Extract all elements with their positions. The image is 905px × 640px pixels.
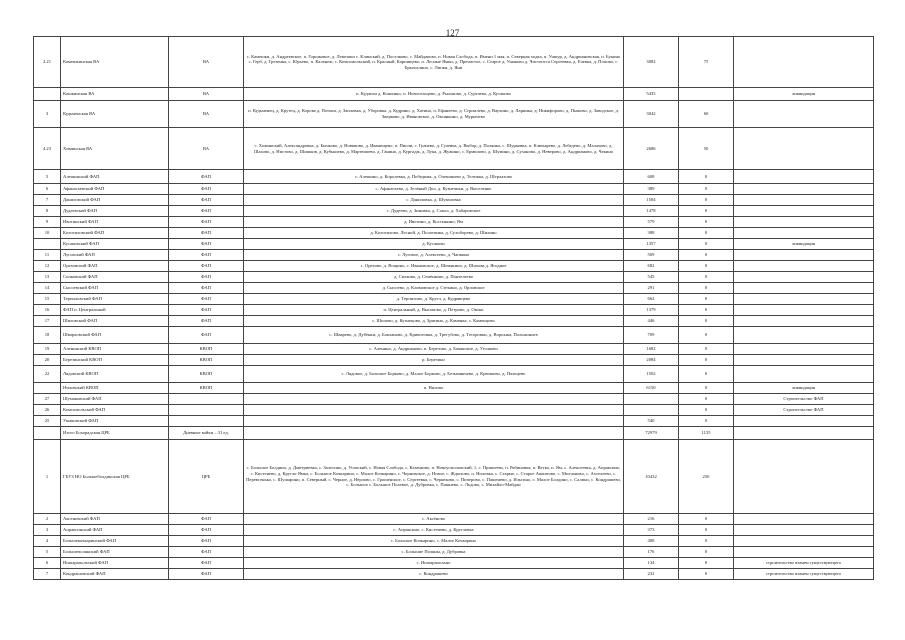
- settlements-cell: п. Кудлиха д. Кошкино, п. Новосельцево, д. Рыльково, д. Суртаево, д. Кусаково: [244, 88, 624, 101]
- capacity-cell: 0: [679, 184, 734, 195]
- row-number-cell: 20: [34, 355, 61, 366]
- facility-type-cell: ФАП: [169, 217, 244, 228]
- note-cell: [734, 128, 874, 170]
- note-cell: [734, 525, 874, 536]
- note-cell: Строительство ФАП: [734, 394, 874, 405]
- population-cell: 388: [624, 228, 679, 239]
- capacity-cell: 0: [679, 294, 734, 305]
- settlements-cell: с. Дудеево, д. Зиновка, д. Сокол, д. Хабаровское: [244, 206, 624, 217]
- capacity-cell: 0: [679, 514, 734, 525]
- facility-type-cell: КВОП: [169, 355, 244, 366]
- capacity-cell: 0: [679, 536, 734, 547]
- capacity-cell: 0: [679, 272, 734, 283]
- facility-type-cell: ФАП: [169, 536, 244, 547]
- capacity-cell: 0: [679, 405, 734, 416]
- row-number-cell: 18: [34, 327, 61, 344]
- settlements-cell: с. Луговое, д. Алексеево, д. Чапкино: [244, 250, 624, 261]
- row-number-cell: 16: [34, 305, 61, 316]
- settlements-cell: с. Камешки, д. Андреевское, п. Горшковое, д. Лемешки с. Клинский, д. Поселково, с. Майдаково, п. Новая Слобода, п. Имени 1 мая, п. Северная ходка, п. Ушкур, д. Андриановская, п. Букино с. Герб, д. Грезенка, с. Юрьево, п. Каленеж, с. Комсомольский, п. Красный, Карпищево, п. Лесные Ямки, д. Пречистое, с. Старое д. Ушаково д. Чистоисса Сергеевка, д. Ечевка, д. Попово, с. Брызгалино, с. Липки, д. Яни: [244, 37, 624, 88]
- facility-name-cell: Итого Бохорадская ЦРБ: [61, 427, 169, 440]
- page-number: 127: [445, 28, 460, 38]
- facility-name-cell: Даниловский ФАП: [61, 195, 169, 206]
- facility-name-cell: Большекочкаринский ФАП: [61, 536, 169, 547]
- row-number-cell: 17: [34, 316, 61, 327]
- settlements-cell: [244, 394, 624, 405]
- table-row: [34, 261, 874, 272]
- table-row: [34, 440, 874, 514]
- settlements-cell: д. Сысоево, д. Климовское д. Стекино, д. Орловское: [244, 283, 624, 294]
- note-cell: строительство взамен существующего: [734, 558, 874, 569]
- capacity-cell: 0: [679, 383, 734, 394]
- note-cell: [734, 427, 874, 440]
- facility-name-cell: Дудеевский ФАП: [61, 206, 169, 217]
- settlements-cell: [244, 416, 624, 427]
- table-row: [34, 272, 874, 283]
- note-cell: [734, 305, 874, 316]
- note-cell: [734, 316, 874, 327]
- note-cell: [734, 261, 874, 272]
- settlements-cell: с. Шварево, д. Дубёнки, д. Бакланово, д. Кривотовка, д. Трегубово, д. Теторовки, д. Ворокша, Польжоньев: [244, 327, 624, 344]
- settlements-cell: п. Кудьменец, д. Крутец, д. Корова д. Потоки, д. Заиловка, д. Уборовка, д. Кудрино, д. Хатино, п. Ефанеево, д. Стромлево, д. Ваулино, д. Ларинка, д. Никифорово, д. Пыжово, д. Заводское, д. Зверково, д. Ивановское, д. Овсянкино, д. Мурычево: [244, 101, 624, 128]
- note-cell: [734, 327, 874, 344]
- row-number-cell: 7: [34, 195, 61, 206]
- facility-name-cell: Кондрашовский ФАП: [61, 569, 169, 580]
- note-cell: [734, 366, 874, 383]
- table-row: [34, 416, 874, 427]
- note-cell: [734, 344, 874, 355]
- capacity-cell: 50: [679, 128, 734, 170]
- note-cell: строительство взамен существующего: [734, 569, 874, 580]
- table-row: [34, 525, 874, 536]
- facility-type-cell: ФАП: [169, 547, 244, 558]
- facility-name-cell: Терпиловский ФАП: [61, 294, 169, 305]
- table-row: [34, 558, 874, 569]
- settlements-cell: д. Силково, д. Семёнково, д. Пантелеево: [244, 272, 624, 283]
- table-row: [34, 88, 874, 101]
- population-cell: 545: [624, 272, 679, 283]
- row-number-cell: [34, 239, 61, 250]
- population-cell: 1682: [624, 344, 679, 355]
- facility-name-cell: Кусаковский ФАП: [61, 239, 169, 250]
- settlements-cell: п. Нилово: [244, 383, 624, 394]
- row-number-cell: 26: [34, 405, 61, 416]
- facility-type-cell: ФАП: [169, 272, 244, 283]
- facility-name-cell: Колотиловский ФАП: [61, 228, 169, 239]
- row-number-cell: 7: [34, 569, 61, 580]
- table-row: [34, 394, 874, 405]
- row-number-cell: 4: [34, 536, 61, 547]
- row-number-cell: 27: [34, 394, 61, 405]
- capacity-cell: 0: [679, 569, 734, 580]
- table-row: [34, 239, 874, 250]
- facility-name-cell: Березинский КВОП: [61, 355, 169, 366]
- facility-type-cell: [169, 394, 244, 405]
- facility-type-cell: Дневные койки – 31 ед.: [169, 427, 244, 440]
- facility-name-cell: Сысоевский ФАП: [61, 283, 169, 294]
- settlements-cell: р. Березино: [244, 355, 624, 366]
- settlements-cell: с. Афанасьево, д. Зелёный Дол, д. Кузнечики, д. Выселенко: [244, 184, 624, 195]
- row-number-cell: 1: [34, 440, 61, 514]
- capacity-cell: 0: [679, 366, 734, 383]
- population-cell: 1504: [624, 195, 679, 206]
- facility-name-cell: Шумаковский ФАП: [61, 394, 169, 405]
- table-row: [34, 355, 874, 366]
- table-row: [34, 184, 874, 195]
- settlements-cell: с. Большое Болдино, д. Дмитриевка, с. Залесино, д. Усовский, с. Новая Слобода, с. Казачково, п. Новоусмоловский, 1, с. Пришеево, п. Рябиновка, п. Ветка, п. Ям, с. Алексеевка, д. Апраксино, с. Кистенево, д. Кругло-Ямка, с. Большое Кочкарино, с. Малое Кочкарино, с. Черновское, д. Новое, с. Ждыхово, п. Ниловка, с. Старые, с. Старое Ашкатово, с. Молчаново, с. Ахтелеево, с. Перевсенько, с. Шушарино, п. Северный, с. Черное, д. Нерлово, с. Грошенское, с. Сергеевка, с. Чернеково, с. Пичерово, с. Пашенево, д. Ильгино, с. Малое Болдино, с. Салино, с. Кондрашево, с. Большое с. Большое Полевое, д. Дубровка, с. Пашнево, с. Льдово, с. Михайло-Майдан: [244, 440, 624, 514]
- population-cell: 291: [624, 283, 679, 294]
- population-cell: 579: [624, 217, 679, 228]
- settlements-cell: с. Аленино, д. Андрьяново, п. Березово, д. Бачанское, д. Уголково: [244, 344, 624, 355]
- facility-name-cell: Аленинский КВОП: [61, 344, 169, 355]
- population-cell: 709: [624, 327, 679, 344]
- facility-type-cell: ФАП: [169, 283, 244, 294]
- row-number-cell: 2.21: [34, 37, 61, 88]
- capacity-cell: 0: [679, 558, 734, 569]
- table-row: [34, 366, 874, 383]
- facility-name-cell: Луговский ФАП: [61, 250, 169, 261]
- facility-name-cell: Апраксинский ФАП: [61, 525, 169, 536]
- capacity-cell: 0: [679, 195, 734, 206]
- facility-type-cell: ВА: [169, 88, 244, 101]
- facility-type-cell: КВОП: [169, 366, 244, 383]
- capacity-cell: 0: [679, 170, 734, 184]
- facility-name-cell: Ниловский КВОП: [61, 383, 169, 394]
- row-number-cell: 19: [34, 344, 61, 355]
- table-row: [34, 327, 874, 344]
- capacity-cell: 0: [679, 261, 734, 272]
- note-cell: [734, 294, 874, 305]
- facility-type-cell: ФАП: [169, 294, 244, 305]
- population-cell: 134: [624, 558, 679, 569]
- row-number-cell: [34, 427, 61, 440]
- facility-type-cell: ФАП: [169, 525, 244, 536]
- capacity-cell: 0: [679, 250, 734, 261]
- settlements-cell: д. Ивотино, д. Костынино, Ям: [244, 217, 624, 228]
- note-cell: [734, 272, 874, 283]
- table-row: [34, 101, 874, 128]
- row-number-cell: [34, 88, 61, 101]
- population-cell: 446: [624, 316, 679, 327]
- table-row: [34, 195, 874, 206]
- capacity-cell: 0: [679, 283, 734, 294]
- population-cell: 1502: [624, 366, 679, 383]
- table-row: [34, 250, 874, 261]
- capacity-cell: 0: [679, 228, 734, 239]
- facility-name-cell: Лядовский КВОП: [61, 366, 169, 383]
- population-cell: 176: [624, 547, 679, 558]
- facility-type-cell: ВА: [169, 101, 244, 128]
- note-cell: [734, 536, 874, 547]
- settlements-cell: с. Аксёново: [244, 514, 624, 525]
- facility-type-cell: ФАП: [169, 261, 244, 272]
- row-number-cell: 22: [34, 366, 61, 383]
- facility-name-cell: Афанасьевский ФАП: [61, 184, 169, 195]
- population-cell: 662: [624, 294, 679, 305]
- facility-name-cell: Камешкинская ВА: [61, 37, 169, 88]
- note-cell: Строительство ФАП: [734, 405, 874, 416]
- capacity-cell: 60: [679, 101, 734, 128]
- row-number-cell: 6: [34, 184, 61, 195]
- population-cell: 10432: [624, 440, 679, 514]
- facility-name-cell: Кудьменская ВА: [61, 101, 169, 128]
- facility-type-cell: ФАП: [169, 514, 244, 525]
- note-cell: [734, 206, 874, 217]
- row-number-cell: 4.23: [34, 128, 61, 170]
- capacity-cell: 250: [679, 440, 734, 514]
- facility-type-cell: КВОП: [169, 383, 244, 394]
- facility-name-cell: Алешинский ФАП: [61, 170, 169, 184]
- population-cell: 3042: [624, 101, 679, 128]
- settlements-cell: с. Орехово, д. Вощино, с. Ивановское, д. Шемякино, д. Шихова д. Ягодное: [244, 261, 624, 272]
- population-cell: 509: [624, 250, 679, 261]
- population-cell: 5435: [624, 88, 679, 101]
- facility-type-cell: ФАП: [169, 184, 244, 195]
- population-cell: [624, 405, 679, 416]
- note-cell: [734, 217, 874, 228]
- row-number-cell: 9: [34, 217, 61, 228]
- table-row: [34, 427, 874, 440]
- facility-name-cell: Силковский ФАП: [61, 272, 169, 283]
- row-number-cell: 11: [34, 250, 61, 261]
- facility-type-cell: ФАП: [169, 316, 244, 327]
- row-number-cell: 8: [34, 206, 61, 217]
- settlements-cell: с. Ишпарапольно: [244, 558, 624, 569]
- population-cell: 216: [624, 514, 679, 525]
- row-number-cell: 6: [34, 558, 61, 569]
- table-row: [34, 294, 874, 305]
- note-cell: [734, 283, 874, 294]
- settlements-cell: д. Колотилово, Лесной, д. Полотинка, д. Сухоборево, д. Шилино: [244, 228, 624, 239]
- capacity-cell: [679, 88, 734, 101]
- note-cell: [734, 101, 874, 128]
- settlements-cell: с. Большие Поляны, д. Дубровка: [244, 547, 624, 558]
- table-row: [34, 305, 874, 316]
- table-row: [34, 536, 874, 547]
- population-cell: 6150: [624, 383, 679, 394]
- table-row: [34, 405, 874, 416]
- settlements-cell: [244, 405, 624, 416]
- note-cell: [734, 37, 874, 88]
- facility-name-cell: Большеполянский ФАП: [61, 547, 169, 558]
- population-cell: 2084: [624, 355, 679, 366]
- facility-type-cell: ЦРБ: [169, 440, 244, 514]
- facility-name-cell: Шварловский ФАП: [61, 327, 169, 344]
- facility-type-cell: ФАП: [169, 327, 244, 344]
- row-number-cell: 3: [34, 525, 61, 536]
- table-row: [34, 128, 874, 170]
- population-cell: [624, 394, 679, 405]
- population-cell: 232: [624, 569, 679, 580]
- table-row: [34, 383, 874, 394]
- note-cell: ликвидация: [734, 383, 874, 394]
- facility-type-cell: ФАП: [169, 558, 244, 569]
- note-cell: [734, 416, 874, 427]
- note-cell: [734, 228, 874, 239]
- note-cell: [734, 547, 874, 558]
- row-number-cell: 14: [34, 283, 61, 294]
- capacity-cell: 0: [679, 394, 734, 405]
- facility-name-cell: Ивотинский ФАП: [61, 217, 169, 228]
- facility-name-cell: ФАП п. Центральный: [61, 305, 169, 316]
- capacity-cell: 0: [679, 305, 734, 316]
- row-number-cell: 10: [34, 228, 61, 239]
- table-row: [34, 569, 874, 580]
- capacity-cell: 0: [679, 525, 734, 536]
- facility-type-cell: [169, 416, 244, 427]
- settlements-cell: д. Кусаково: [244, 239, 624, 250]
- facility-type-cell: ВА: [169, 37, 244, 88]
- facility-type-cell: ФАП: [169, 170, 244, 184]
- row-number-cell: 25: [34, 416, 61, 427]
- settlements-cell: с. Алешино, д. Королевка, д. Победима, д. Олешинево д. Тележка, д. Шерлахово: [244, 170, 624, 184]
- note-cell: ликвидация: [734, 239, 874, 250]
- population-cell: 1379: [624, 305, 679, 316]
- population-cell: 2686: [624, 128, 679, 170]
- facility-type-cell: ФАП: [169, 569, 244, 580]
- facility-name-cell: Ушаковский ФАП: [61, 416, 169, 427]
- population-cell: 608: [624, 170, 679, 184]
- note-cell: ликвидация: [734, 88, 874, 101]
- table-row: [34, 283, 874, 294]
- population-cell: 1478: [624, 206, 679, 217]
- row-number-cell: [34, 383, 61, 394]
- capacity-cell: 0: [679, 416, 734, 427]
- row-number-cell: 3: [34, 101, 61, 128]
- population-cell: 408: [624, 536, 679, 547]
- table-row: [34, 206, 874, 217]
- capacity-cell: 0: [679, 206, 734, 217]
- facility-type-cell: КВОП: [169, 344, 244, 355]
- facility-type-cell: [169, 405, 244, 416]
- facility-name-cell: Аксеновский ФАП: [61, 514, 169, 525]
- row-number-cell: 12: [34, 261, 61, 272]
- facility-name-cell: Комсомольский ФАП: [61, 405, 169, 416]
- population-cell: 540: [624, 416, 679, 427]
- table-row: [34, 547, 874, 558]
- row-number-cell: 5: [34, 547, 61, 558]
- settlements-cell: п. Центральный, д. Высоково, д. Петрово, д. Оконь: [244, 305, 624, 316]
- settlements-cell: с. Шилово, д. Кузнецово, д. Зрятино, д. Каменка, с. Каменцово: [244, 316, 624, 327]
- capacity-cell: 1135: [679, 427, 734, 440]
- settlements-cell: д. Терпилово, д. Кругл, д. Кудрявцево: [244, 294, 624, 305]
- population-cell: 1357: [624, 239, 679, 250]
- row-number-cell: 5: [34, 170, 61, 184]
- facility-name-cell: Ореховский ФАП: [61, 261, 169, 272]
- facility-name-cell: Химинская ВА: [61, 128, 169, 170]
- note-cell: [734, 440, 874, 514]
- population-cell: 389: [624, 184, 679, 195]
- note-cell: [734, 355, 874, 366]
- table-row: [34, 316, 874, 327]
- facility-type-cell: ФАП: [169, 239, 244, 250]
- capacity-cell: 0: [679, 239, 734, 250]
- population-cell: 72979: [624, 427, 679, 440]
- settlements-cell: [244, 427, 624, 440]
- capacity-cell: 75: [679, 37, 734, 88]
- facility-type-cell: ВА: [169, 128, 244, 170]
- table-row: [34, 228, 874, 239]
- capacity-cell: 0: [679, 217, 734, 228]
- table-row: [34, 37, 874, 88]
- note-cell: [734, 184, 874, 195]
- note-cell: [734, 195, 874, 206]
- facility-type-cell: ФАП: [169, 250, 244, 261]
- facility-name-cell: ГБУЗ НО Большеболдинская ЦРБ: [61, 440, 169, 514]
- row-number-cell: 15: [34, 294, 61, 305]
- capacity-cell: 0: [679, 327, 734, 344]
- settlements-cell: с. Химинский, Александровка, д. Бычково, д. Новиково, д. Иванищево, п. Пиоли, с. Грачево, д. Гулевка, д. Выбор, д. Полянка, с. Шурковка, п. Клюкарево, д. Лебедево, д. Малахово, д. Шахово, д. Нистово, д. Шишков, д. Кубышево, д. Мартюшево, д. Ганино, д. Кургадж, д. Лука, д. Жужино, с. Ермилово, д. Шумино, д. Суханово, д. Неверово, д. Андрианово, д. Чекино: [244, 128, 624, 170]
- population-cell: 3082: [624, 37, 679, 88]
- settlements-cell: с. Лядовое, д. Большое Борково, д. Малое Борково, д. Безымянчево, д. Крючково, д. Пальцево: [244, 366, 624, 383]
- facility-name-cell: Шиловский ФАП: [61, 316, 169, 327]
- settlements-cell: с. Кондрашево: [244, 569, 624, 580]
- capacity-cell: 0: [679, 547, 734, 558]
- note-cell: [734, 250, 874, 261]
- row-number-cell: 13: [34, 272, 61, 283]
- facility-type-cell: ФАП: [169, 206, 244, 217]
- facility-name-cell: Ишпарапольский ФАП: [61, 558, 169, 569]
- facilities-table: [33, 36, 874, 580]
- settlements-cell: с. Большое Кочкарино, с. Малое Кочкарино: [244, 536, 624, 547]
- facility-type-cell: ФАП: [169, 305, 244, 316]
- row-number-cell: 2: [34, 514, 61, 525]
- table-row: [34, 514, 874, 525]
- capacity-cell: 0: [679, 355, 734, 366]
- facility-type-cell: ФАП: [169, 195, 244, 206]
- population-cell: 373: [624, 525, 679, 536]
- facility-name-cell: Кошкинская ВА: [61, 88, 169, 101]
- capacity-cell: 0: [679, 316, 734, 327]
- table-row: [34, 344, 874, 355]
- population-cell: 682: [624, 261, 679, 272]
- settlements-cell: с. Апраксино, с. Кистенево, д. Кругловка: [244, 525, 624, 536]
- facility-type-cell: ФАП: [169, 228, 244, 239]
- note-cell: [734, 170, 874, 184]
- settlements-cell: с. Даниловка, д. Шуваловка: [244, 195, 624, 206]
- capacity-cell: 0: [679, 344, 734, 355]
- table-row: [34, 170, 874, 184]
- note-cell: [734, 514, 874, 525]
- table-row: [34, 217, 874, 228]
